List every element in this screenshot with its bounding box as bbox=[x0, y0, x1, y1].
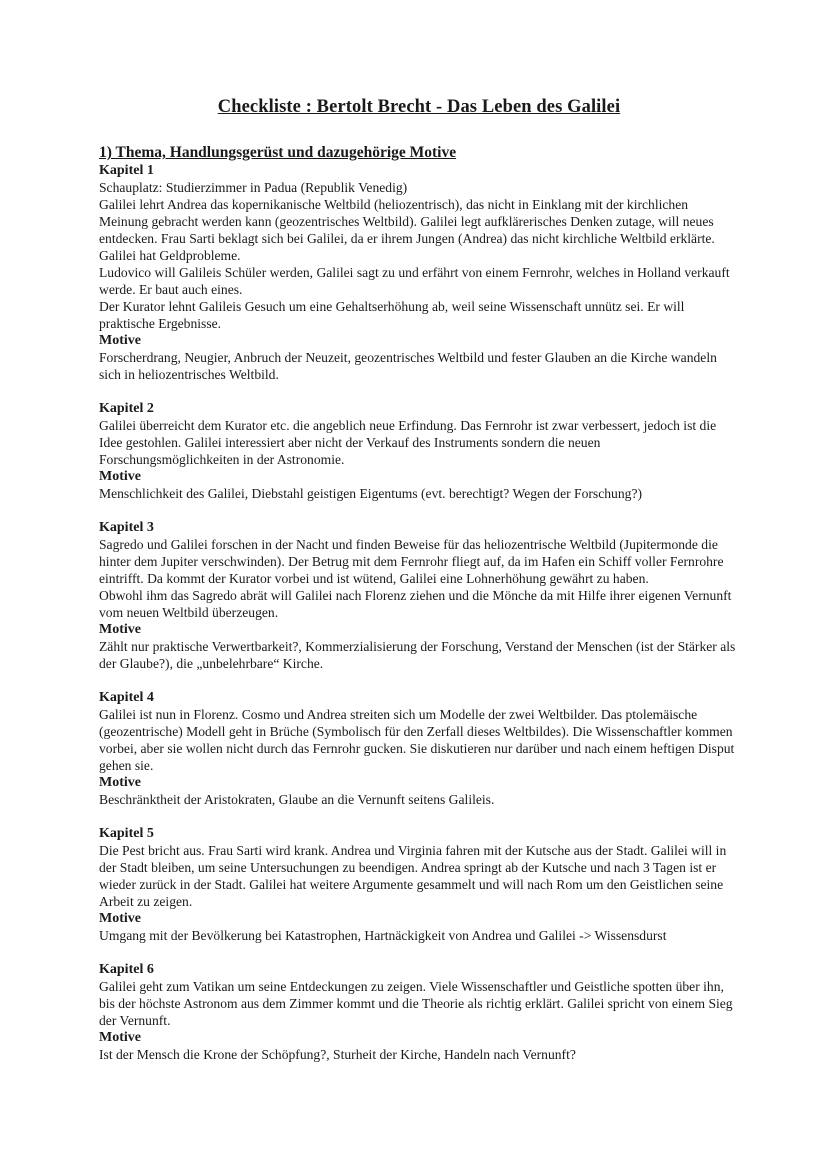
chapter-paragraph: Sagredo und Galilei forschen in der Nacht und finden Beweise für das heliozentrische Weltbild (Jupitermonde die hinter dem Jupiter verschwinden). Der Betrug mit dem Fernrohr fliegt auf, da im Hafen ein Schiff voller Fernrohre eintrifft. Da kommt der Kurator vorbei und ist wütend, Galilei eine Lohnerhöhung gewährt zu haben. bbox=[99, 537, 724, 586]
chapter-paragraph: Ludovico will Galileis Schüler werden, Galilei sagt zu und erfährt von einem Fernrohr, welches in Holland verkauft werde. Er baut auch eines. bbox=[99, 265, 730, 297]
motive-text: Menschlichkeit des Galilei, Diebstahl geistigen Eigentums (evt. berechtigt? Wegen der Forschung?) bbox=[99, 486, 643, 501]
chapter-paragraph: Galilei lehrt Andrea das kopernikanische Weltbild (heliozentrisch), das nicht in Einklang mit der kirchlichen Meinung gebracht werden kann (geozentrisches Weltbild). Galilei legt aufklärerisches Denken zutage, will neues entdecken. Frau Sarti beklagt sich bei Galilei, da er ihrem Jungen (Andrea) das nicht kirchliche Weltbild erklärte. Galilei hat Geldprobleme. bbox=[99, 197, 715, 263]
motive-text: Umgang mit der Bevölkerung bei Katastrophen, Hartnäckigkeit von Andrea und Galilei -> Wissensdurst bbox=[99, 928, 667, 943]
chapter-paragraph: Schauplatz: Studierzimmer in Padua (Republik Venedig) bbox=[99, 180, 408, 195]
document-page bbox=[99, 97, 739, 1080]
section-heading: 1) Thema, Handlungsgerüst und dazugehörige Motive bbox=[99, 144, 457, 161]
chapter-4 bbox=[99, 689, 739, 808]
motive-label: Motive bbox=[99, 469, 141, 484]
chapter-2 bbox=[99, 400, 739, 502]
chapter-5 bbox=[99, 825, 739, 944]
chapter-paragraph: Galilei ist nun in Florenz. Cosmo und Andrea streiten sich um Modelle der zwei Weltbilder. Das ptolemäische (geozentrische) Modell geht in Brüche (Symbolisch für den Zerfall dieses Weltbildes). Die Wissenschaftler kommen vorbei, aber sie wollen nicht durch das Fernrohr gucken. Sie diskutieren nur darüber und nach einem heftigen Disput gehen sie. bbox=[99, 707, 735, 773]
motive-text: Forscherdrang, Neugier, Anbruch der Neuzeit, geozentrisches Weltbild und fester Glauben an die Kirche wandeln sich in heliozentrisches Weltbild. bbox=[99, 350, 717, 382]
chapter-title: Kapitel 1 bbox=[99, 163, 154, 178]
motive-label: Motive bbox=[99, 622, 141, 637]
motive-text: Ist der Mensch die Krone der Schöpfung?, Sturheit der Kirche, Handeln nach Vernunft? bbox=[99, 1047, 576, 1062]
chapter-title: Kapitel 6 bbox=[99, 962, 154, 977]
motive-label: Motive bbox=[99, 911, 141, 926]
chapter-title: Kapitel 4 bbox=[99, 690, 154, 705]
document-title: Checkliste : Bertolt Brecht - Das Leben des Galilei bbox=[217, 97, 621, 117]
motive-label: Motive bbox=[99, 775, 141, 790]
chapter-1 bbox=[99, 162, 739, 383]
motive-text: Beschränktheit der Aristokraten, Glaube an die Vernunft seitens Galileis. bbox=[99, 792, 495, 807]
chapter-paragraph: Der Kurator lehnt Galileis Gesuch um eine Gehaltserhöhung ab, weil seine Wissenschaft unnütz sei. Er will praktische Ergebnisse. bbox=[99, 299, 685, 331]
motive-text: Zählt nur praktische Verwertbarkeit?, Kommerzialisierung der Forschung, Verstand der Menschen (ist der Stärker als der Glaube?), die „unbelehrbare“ Kirche. bbox=[99, 639, 736, 671]
chapter-title: Kapitel 5 bbox=[99, 826, 154, 841]
chapter-paragraph: Obwohl ihm das Sagredo abrät will Galilei nach Florenz ziehen und die Mönche da mit Hilfe ihrer eigenen Vernunft vom neuen Weltbild überzeugen. bbox=[99, 588, 732, 620]
motive-label: Motive bbox=[99, 1030, 141, 1045]
motive-label: Motive bbox=[99, 333, 141, 348]
chapter-paragraph: Galilei überreicht dem Kurator etc. die angeblich neue Erfindung. Das Fernrohr ist zwar verbessert, jedoch ist die Idee gestohlen. Galilei interessiert aber nicht der Verkauf des Instruments sondern die neuen Forschungsmöglichkeiten in der Astronomie. bbox=[99, 418, 717, 467]
chapter-title: Kapitel 3 bbox=[99, 520, 154, 535]
chapter-paragraph: Galilei geht zum Vatikan um seine Entdeckungen zu zeigen. Viele Wissenschaftler und Geistliche spotten über ihn, bis der höchste Astronom aus dem Zimmer kommt und die Theorie als richtig erklärt. Galilei spricht von einem Sieg der Vernunft. bbox=[99, 979, 733, 1028]
chapter-title: Kapitel 2 bbox=[99, 401, 154, 416]
chapter-6 bbox=[99, 961, 739, 1063]
chapter-3 bbox=[99, 519, 739, 672]
chapter-paragraph: Die Pest bricht aus. Frau Sarti wird krank. Andrea und Virginia fahren mit der Kutsche aus der Stadt. Galilei will in der Stadt bleiben, um seine Untersuchungen zu beendigen. Andrea springt ab der Kutsche und nach 3 Tagen ist er wieder zurück in der Stadt. Galilei hat weitere Argumente gesammelt und will nach Rom um den Geistlichen seine Arbeit zu zeigen. bbox=[99, 843, 727, 909]
